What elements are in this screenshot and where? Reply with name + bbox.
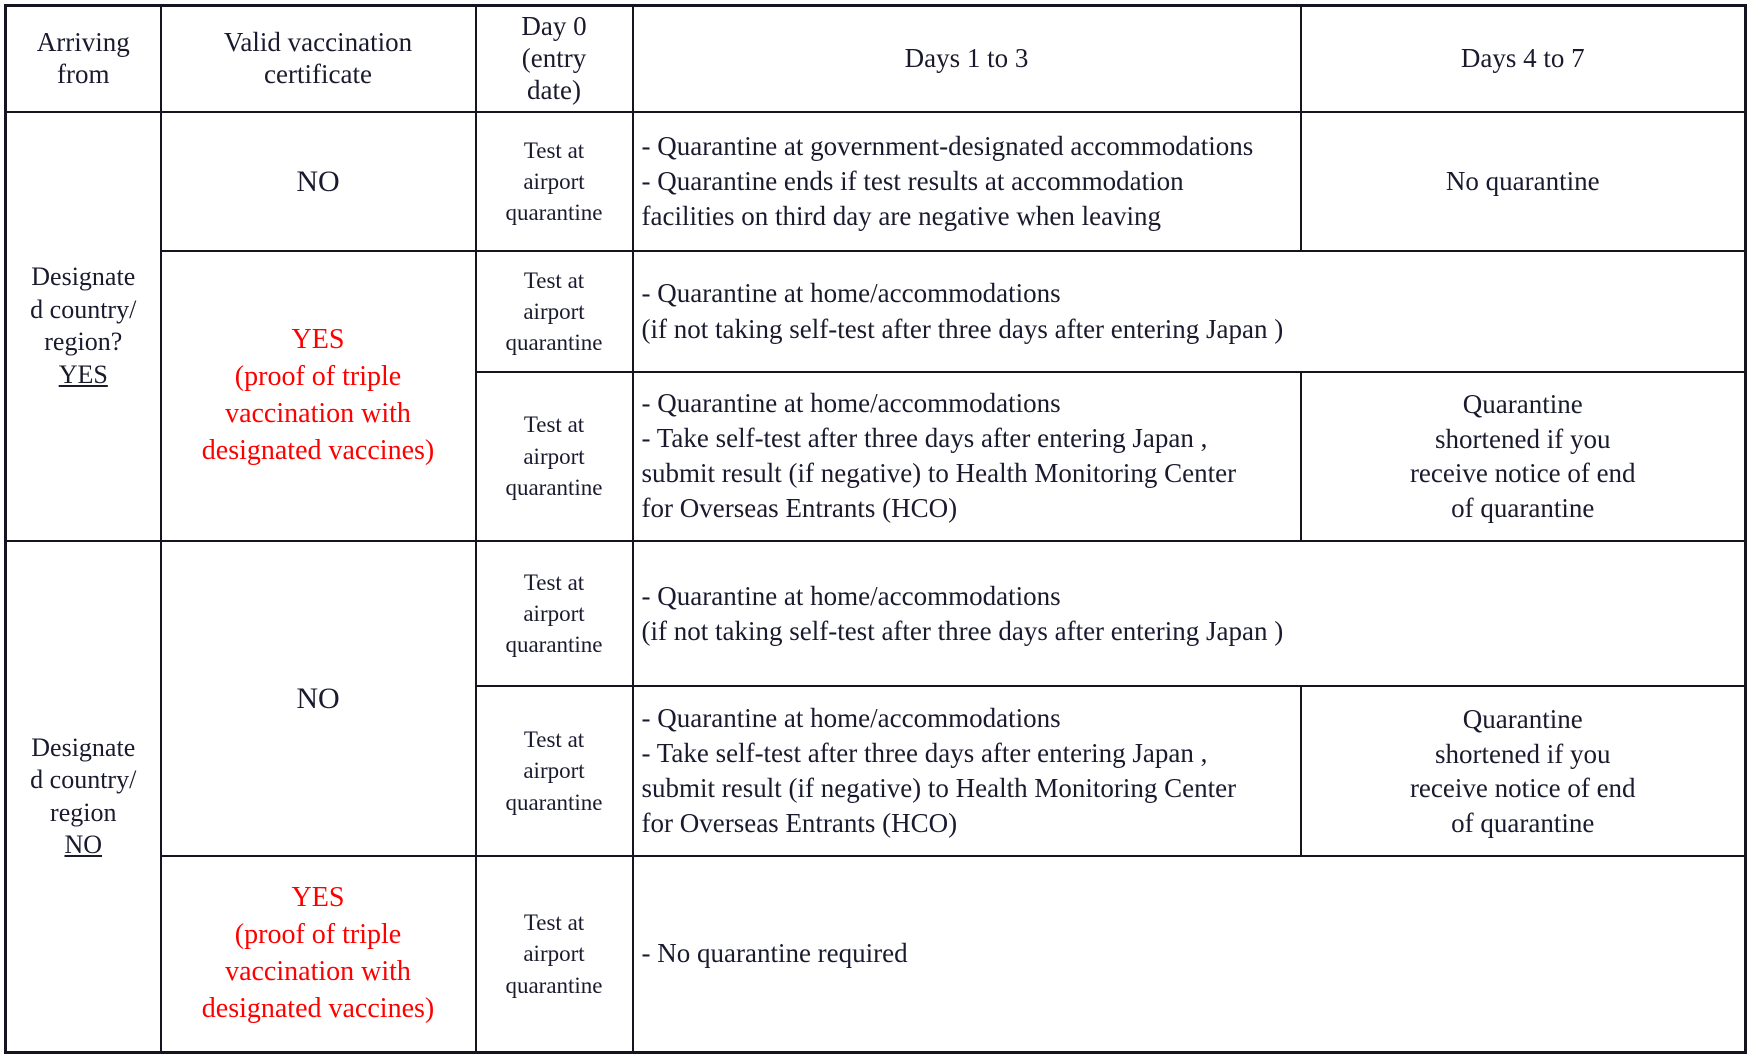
certificate-text: NO xyxy=(296,681,340,715)
detail-line: - Quarantine ends if test results at accommodation xyxy=(641,165,1184,196)
day0-line: Test at xyxy=(523,727,585,753)
certificate-line: vaccination with xyxy=(225,955,411,987)
header-line: Days 1 to 3 xyxy=(904,42,1029,73)
days-1-to-3-detail xyxy=(633,251,1746,371)
day0-line: airport xyxy=(523,601,585,627)
days-1-to-3-detail xyxy=(633,372,1301,541)
day0-line: quarantine xyxy=(505,972,603,998)
days47-line: of quarantine xyxy=(1451,492,1595,523)
day0-test-airport-quarantine xyxy=(476,251,633,371)
certificate-line: (proof of triple xyxy=(234,918,402,950)
group-label-line: d country/ xyxy=(30,765,137,795)
day0-test-airport-quarantine xyxy=(476,372,633,541)
days47-line: Quarantine xyxy=(1462,703,1583,734)
day0-line: airport xyxy=(523,298,585,324)
certificate-value-no xyxy=(161,112,476,252)
detail-line: - Quarantine at home/accommodations xyxy=(641,388,1061,419)
certificate-line: (proof of triple xyxy=(234,361,402,393)
header-line: Valid vaccination xyxy=(223,26,413,57)
certificate-line: vaccination with xyxy=(225,398,411,430)
detail-line: (if not taking self-test after three days after entering Japan ) xyxy=(641,313,1284,344)
days-1-to-3-detail xyxy=(633,541,1746,686)
column-header-valid-vaccination-certificate xyxy=(161,6,476,112)
day0-line: airport xyxy=(523,758,585,784)
day0-line: Test at xyxy=(523,267,585,293)
day0-line: airport xyxy=(523,941,585,967)
header-line: Arriving xyxy=(36,26,130,57)
group-label-designated-country-yes xyxy=(6,112,161,541)
group-label-designated-country-no xyxy=(6,541,161,1052)
certificate-value-yes-triple-vaccination xyxy=(161,856,476,1053)
header-line: Days 4 to 7 xyxy=(1460,42,1585,73)
header-line: date) xyxy=(527,74,581,105)
day0-line: quarantine xyxy=(505,474,603,500)
day0-line: airport xyxy=(523,168,585,194)
day0-line: Test at xyxy=(523,909,585,935)
days-4-to-7-detail xyxy=(1301,372,1746,541)
days47-line: receive notice of end xyxy=(1409,773,1636,804)
detail-line: for Overseas Entrants (HCO) xyxy=(641,493,958,524)
table-row xyxy=(6,541,1746,686)
day0-line: Test at xyxy=(523,569,585,595)
detail-line: - Take self-test after three days after entering Japan , xyxy=(641,737,1208,768)
day0-line: quarantine xyxy=(505,632,603,658)
detail-line: facilities on third day are negative when leaving xyxy=(641,201,1162,232)
certificate-value-yes-triple-vaccination xyxy=(161,251,476,541)
day0-test-airport-quarantine xyxy=(476,541,633,686)
day0-test-airport-quarantine xyxy=(476,112,633,252)
day0-line: quarantine xyxy=(505,789,603,815)
header-line: (entry xyxy=(521,42,587,73)
detail-line: - Quarantine at home/accommodations xyxy=(641,580,1061,611)
day0-line: Test at xyxy=(523,137,585,163)
day0-test-airport-quarantine xyxy=(476,856,633,1053)
days-4-to-7-detail xyxy=(1301,686,1746,855)
table-row xyxy=(6,112,1746,252)
detail-line: - Quarantine at home/accommodations xyxy=(641,702,1061,733)
table-header xyxy=(6,6,1746,112)
detail-line: - Take self-test after three days after entering Japan , xyxy=(641,423,1208,454)
days-1-to-3-detail xyxy=(633,686,1301,855)
certificate-line: designated vaccines) xyxy=(201,992,435,1024)
group-label-line: region xyxy=(50,797,117,827)
group-label-line: d country/ xyxy=(30,294,137,324)
column-header-arriving-from xyxy=(6,6,161,112)
group-label-underlined: YES xyxy=(58,359,108,389)
day0-test-airport-quarantine xyxy=(476,686,633,855)
group-label-underlined: NO xyxy=(64,830,103,860)
certificate-text: NO xyxy=(296,165,340,199)
day0-line: quarantine xyxy=(505,200,603,226)
certificate-line: YES xyxy=(291,324,345,356)
days-4-to-7-detail xyxy=(1301,112,1746,252)
days47-line: shortened if you xyxy=(1435,423,1611,454)
table-body xyxy=(6,112,1746,1053)
day0-line: airport xyxy=(523,443,585,469)
header-row xyxy=(6,6,1746,112)
header-line: certificate xyxy=(264,58,372,89)
days47-text: No quarantine xyxy=(1445,166,1600,197)
detail-line: - Quarantine at government-designated accommodations xyxy=(641,130,1254,161)
days47-line: shortened if you xyxy=(1435,738,1611,769)
days47-line: Quarantine xyxy=(1462,389,1583,420)
days-1-to-3-detail xyxy=(633,112,1301,252)
table-row xyxy=(6,251,1746,371)
group-label-line: Designate xyxy=(31,732,136,762)
entry-requirements-table xyxy=(4,4,1747,1054)
column-header-days-1-to-3 xyxy=(633,6,1301,112)
days47-line: receive notice of end xyxy=(1409,458,1636,489)
certificate-value-no xyxy=(161,541,476,856)
detail-line: for Overseas Entrants (HCO) xyxy=(641,808,958,839)
detail-line: - No quarantine required xyxy=(641,938,908,969)
group-label-line: region? xyxy=(44,327,123,357)
detail-line: - Quarantine at home/accommodations xyxy=(641,278,1061,309)
group-label-line: Designate xyxy=(31,262,136,292)
header-line: Day 0 xyxy=(521,11,587,41)
certificate-line: YES xyxy=(291,881,345,913)
detail-line: (if not taking self-test after three days after entering Japan ) xyxy=(641,615,1284,646)
day0-line: quarantine xyxy=(505,330,603,356)
detail-line: submit result (if negative) to Health Monitoring Center xyxy=(641,458,1237,489)
days47-line: of quarantine xyxy=(1451,807,1595,838)
day0-line: Test at xyxy=(523,412,585,438)
column-header-day-0 xyxy=(476,6,633,112)
column-header-days-4-to-7 xyxy=(1301,6,1746,112)
days-1-to-3-detail xyxy=(633,856,1746,1053)
header-line: from xyxy=(57,58,110,89)
table-row xyxy=(6,856,1746,1053)
certificate-line: designated vaccines) xyxy=(201,435,435,467)
detail-line: submit result (if negative) to Health Monitoring Center xyxy=(641,773,1237,804)
